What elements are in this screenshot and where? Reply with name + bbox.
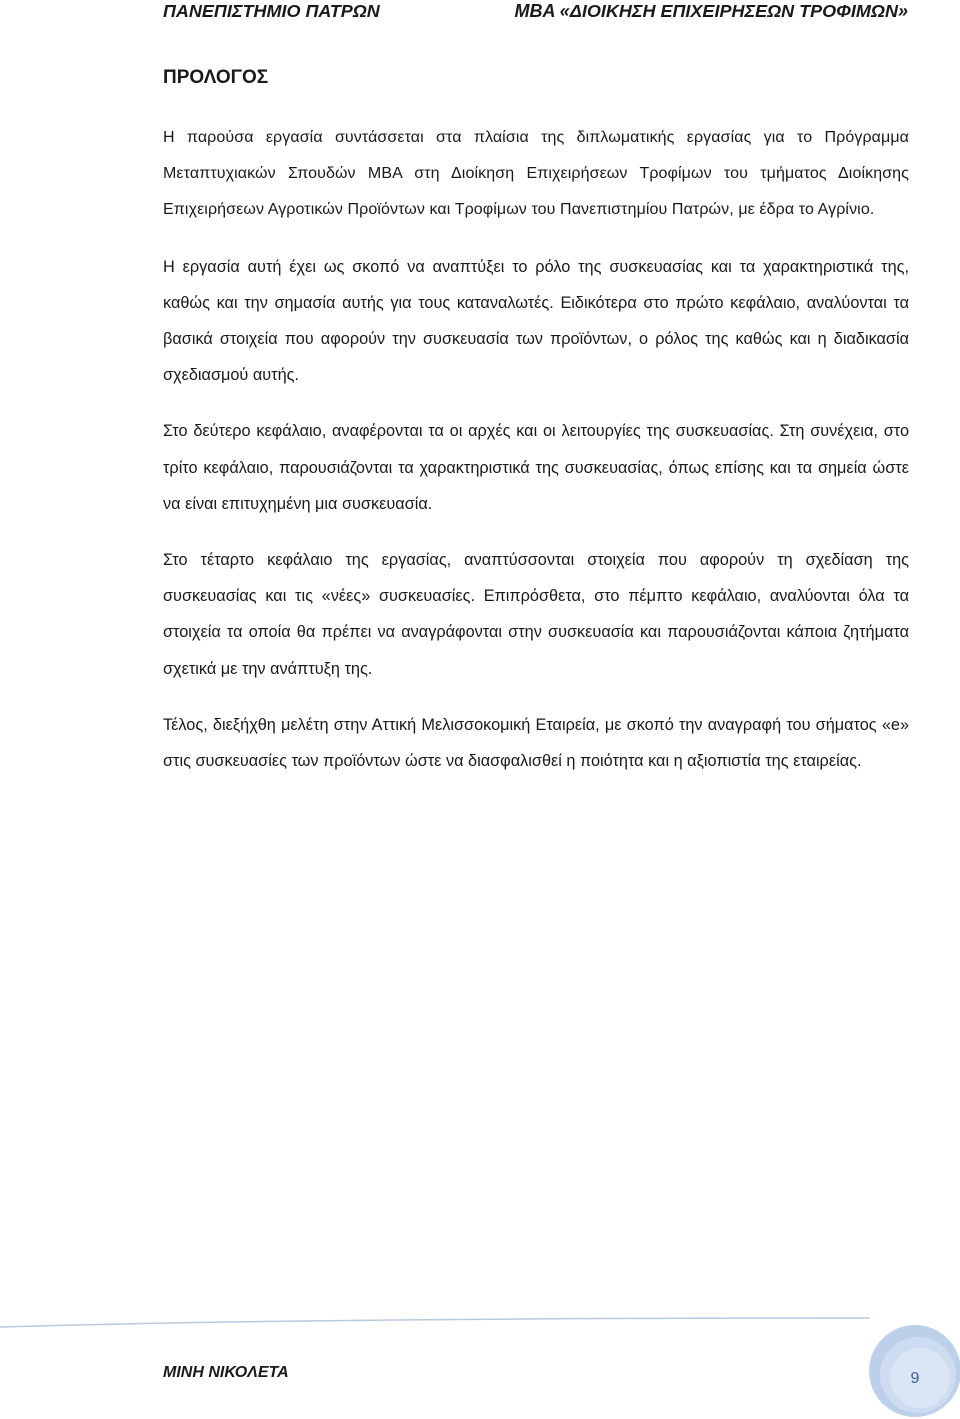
footer-author: ΜΙΝΗ ΝΙΚΟΛΕΤΑ — [163, 1364, 289, 1381]
paragraph-chapters-4-5: Στο τέταρτο κεφάλαιο της εργασίας, αναπτύσσονται στοιχεία που αφορούν τη σχεδίαση της συσκευασίας και τις «νέες» συσκευασίες. Επιπρόσθετα, στο πέμπτο κεφάλαιο, αναλύονται όλα τα στοιχεία τα οποία θα πρέπει να αναγράφονται στην συσκευασία και παρουσιάζονται κάποια ζητήματα σχετικά με την ανάπτυξη της. — [163, 551, 909, 678]
page-title: ΠΡΟΛΟΓΟΣ — [163, 67, 269, 88]
body-text — [163, 120, 909, 799]
header-program: MBA «ΔΙΟΙΚΗΣΗ ΕΠΙΧΕΙΡΗΣΕΩΝ ΤΡΟΦΙΜΩΝ» — [514, 1, 908, 21]
paragraph-conclusion: Τέλος, διεξήχθη μελέτη στην Αττική Μελισσοκομική Εταιρεία, με σκοπό την αναγραφή του σήματος «e» στις συσκευασίες των προϊόντων ώστε να διασφαλισθεί η ποιότητα και η αξιοπιστία της εταιρείας. — [163, 715, 909, 771]
paragraph-chapters-2-3: Στο δεύτερο κεφάλαιο, αναφέρονται τα οι αρχές και οι λειτουργίες της συσκευασίας. Στη συνέχεια, στο τρίτο κεφάλαιο, παρουσιάζονται τα χαρακτηριστικά της συσκευασίας, όπως επίσης και τα σημεία ώστε να είναι επιτυχημένη μια συσκευασία. — [163, 422, 909, 513]
paragraph-purpose: Η εργασία αυτή έχει ως σκοπό να αναπτύξει το ρόλο της συσκευασίας και τα χαρακτηριστικά της, καθώς και την σημασία αυτής για τους καταναλωτές. Ειδικότερα στο πρώτο κεφάλαιο, αναλύονται τα βασικά στοιχεία που αφορούν την συσκευασία των προϊόντων, ο ρόλος της καθώς και η διαδικασία σχεδιασμού αυτής. — [163, 257, 909, 385]
paragraph-intro: Η παρούσα εργασία συντάσσεται στα πλαίσια της διπλωματικής εργασίας για το Πρόγραμμα Μεταπτυχιακών Σπουδών MBA στη Διοίκηση Επιχειρήσεων Τροφίμων του τμήματος Διοίκησης Επιχειρήσεων Αγροτικών Προϊόντων και Τροφίμων του Πανεπιστημίου Πατρών, με έδρα το Αγρίνιο. — [163, 129, 909, 219]
page-number: 9 — [910, 1370, 920, 1387]
footer-curve-line — [0, 1318, 870, 1327]
header-university: ΠΑΝΕΠΙΣΤΗΜΙΟ ΠΑΤΡΩΝ — [163, 1, 380, 21]
